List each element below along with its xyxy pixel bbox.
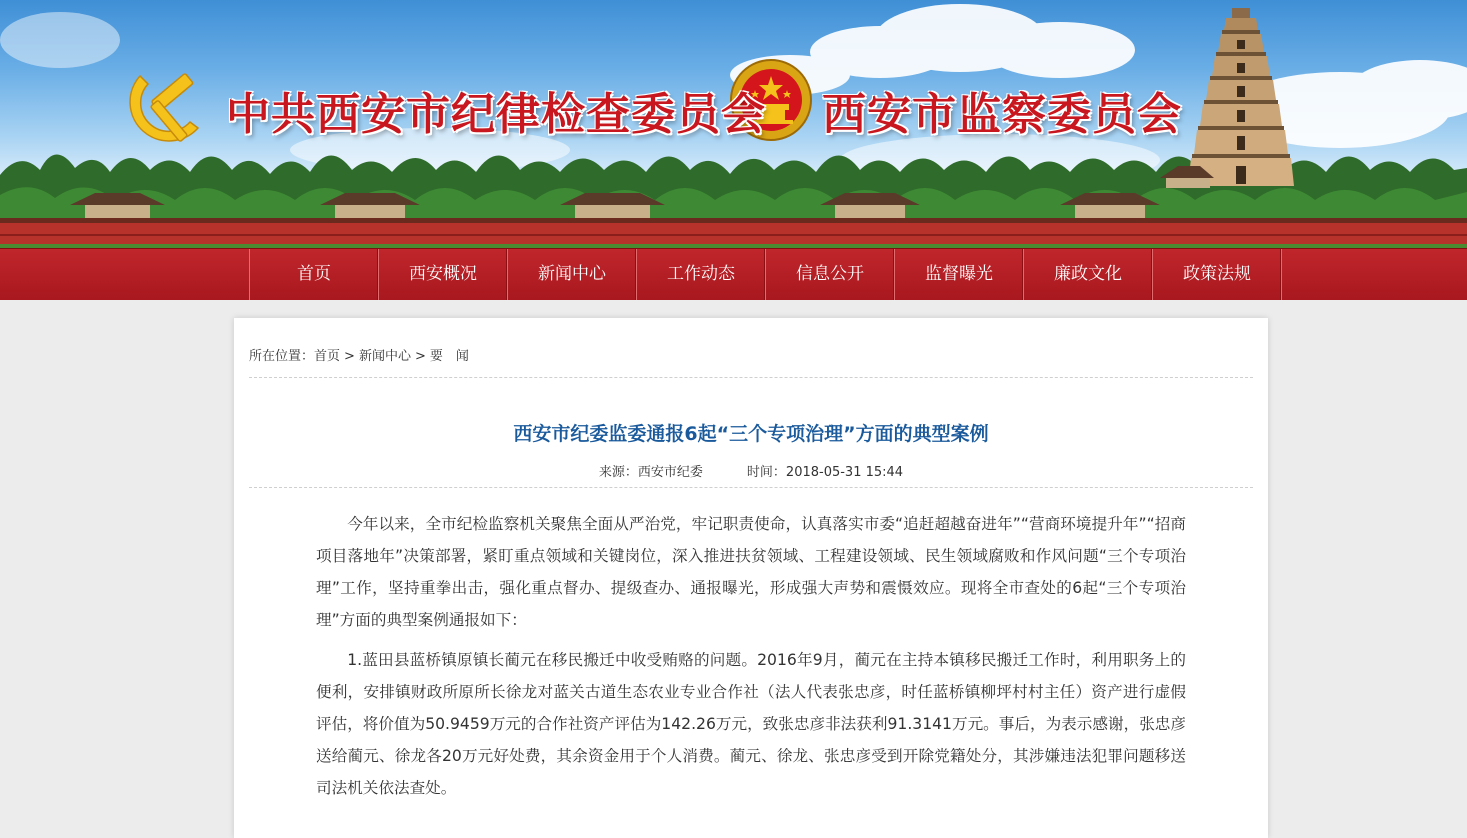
- nav-item-home[interactable]: 首页: [250, 249, 379, 300]
- article-panel: [234, 318, 1268, 838]
- party-emblem-icon: [130, 73, 198, 142]
- article-title: 西安市纪委监委通报6起“三个专项治理”方面的典型案例: [513, 423, 989, 445]
- breadcrumb: [249, 345, 469, 364]
- divider: [249, 487, 1253, 488]
- header-banner: [0, 0, 1467, 248]
- breadcrumb-home-link[interactable]: 首页: [314, 349, 341, 364]
- article-meta: [249, 461, 1253, 480]
- breadcrumb-separator: >: [344, 349, 355, 364]
- breadcrumb-headlines-link[interactable]: 要 闻: [429, 349, 469, 364]
- article-paragraph: 今年以来，全市纪检监察机关聚焦全面从严治党，牢记职责使命，认真落实市委“追赶超越奋进年”“营商环境提升年”“招商项目落地年”决策部署，紧盯重点领域和关键岗位，深入推进扶贫领域、工程建设领域、民生领域腐败和作风问题“三个专项治理”工作，坚持重拳出击，强化重点督办、提级查办、通报曝光，形成强大声势和震慑效应。现将全市查处的6起“三个专项治理”方面的典型案例通报如下：: [316, 515, 1186, 629]
- banner-title-commission: 中共西安市纪律检查委员会: [226, 89, 766, 140]
- breadcrumb-prefix: 所在位置：: [249, 349, 315, 364]
- article-source: 来源：西安市纪委: [598, 465, 703, 480]
- nav-item-news-center[interactable]: 新闻中心: [508, 249, 637, 300]
- nav-item-xian-overview[interactable]: 西安概况: [379, 249, 508, 300]
- nav-item-info-disclosure[interactable]: 信息公开: [766, 249, 895, 300]
- article-body: [316, 508, 1186, 812]
- article-paragraph: 1.蓝田县蓝桥镇原镇长蔺元在移民搬迁中收受贿赂的问题。2016年9月，蔺元在主持本镇移民搬迁工作时，利用职务上的便利，安排镇财政所原所长徐龙对蓝关古道生态农业专业合作社（法人代表张忠彦，时任蓝桥镇柳坪村村主任）资产进行虚假评估，将价值为50.9459万元的合作社资产评估为142.26万元，致张忠彦非法获利91.3141万元。事后，为表示感谢，张忠彦送给蔺元、徐龙各20万元好处费，其余资金用于个人消费。蔺元、徐龙、张忠彦受到开除党籍处分，其涉嫌违法犯罪问题移送司法机关依法查处。: [316, 651, 1186, 797]
- nav-item-policy-regulations[interactable]: 政策法规: [1153, 249, 1282, 300]
- breadcrumb-separator: >: [414, 349, 426, 364]
- nav-item-integrity-culture[interactable]: 廉政文化: [1024, 249, 1153, 300]
- divider: [249, 377, 1253, 378]
- breadcrumb-news-center-link[interactable]: 新闻中心: [358, 349, 411, 364]
- banner-title-supervision: 西安市监察委员会: [822, 89, 1182, 140]
- article-time: 时间：2018-05-31 15:44: [746, 465, 904, 480]
- nav-item-supervision-exposure[interactable]: 监督曝光: [895, 249, 1024, 300]
- nav-item-work-updates[interactable]: 工作动态: [637, 249, 766, 300]
- main-nav: [0, 248, 1467, 300]
